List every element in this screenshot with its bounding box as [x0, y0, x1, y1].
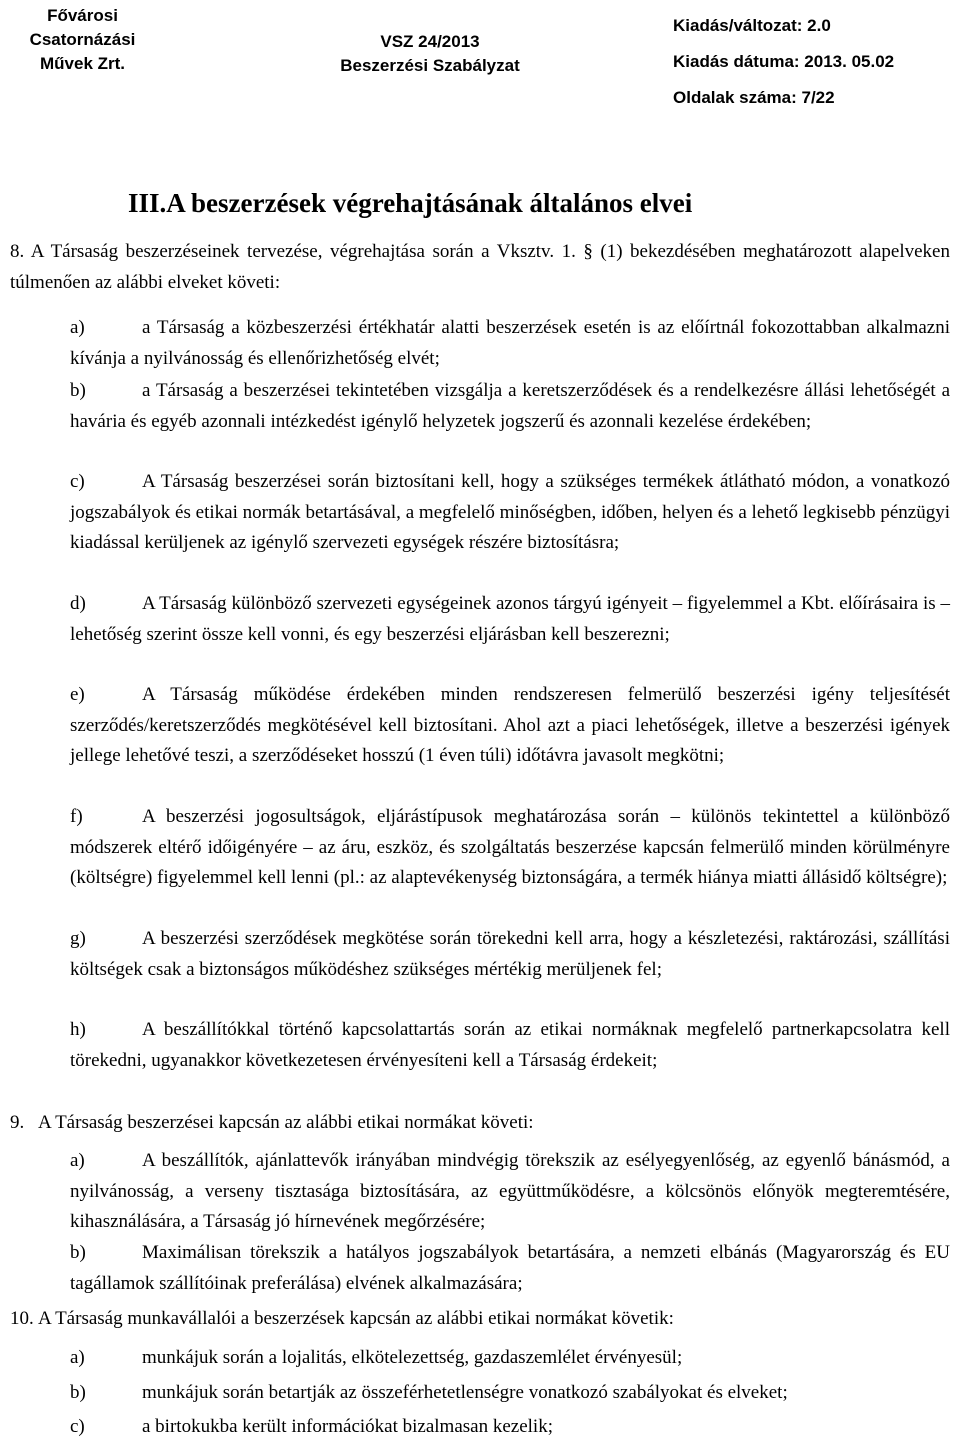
- doc-title: Beszerzési Szabályzat: [340, 56, 520, 75]
- item-label: a): [70, 1347, 85, 1368]
- item-text: A beszállítókkal történő kapcsolattartás során az etikai normáknak megfelelő partnerkapcsolatra kell törekedni, ugyanakkor következetesen érvényesíteni kell a Társaság érdekeit;: [70, 1019, 950, 1071]
- item-label: h): [70, 1019, 86, 1040]
- page-count: Oldalak száma: 7/22: [673, 88, 835, 107]
- item-label: a): [70, 1150, 85, 1171]
- item-text: munkájuk során a lojalitás, elkötelezettség, gazdaszemlélet érvényesül;: [142, 1347, 683, 1368]
- paragraph-text: A Társaság munkavállalói a beszerzések kapcsán az alábbi etikai normákat követik:: [38, 1308, 674, 1329]
- item-text: A beszerzési szerződések megkötése során törekedni kell arra, hogy a készletezési, raktározási, szállítási költségek csak a biztonságos működéshez szükséges mértékig merüljenek fel;: [70, 928, 950, 980]
- item-text: A Társaság különböző szervezeti egységeinek azonos tárgyú igényeit – figyelemmel a Kbt. előírásaira is – lehetőség szerint össze kell vonni, és egy beszerzési eljárásban kell beszerezni;: [70, 593, 950, 645]
- header-document: [300, 30, 560, 78]
- edition: Kiadás/változat: 2.0: [673, 16, 831, 35]
- list-item: [70, 680, 950, 772]
- list-item: [70, 589, 950, 650]
- header-edition-info: [673, 8, 894, 116]
- item-text: A beszállítók, ajánlattevők irányában mindvégig törekszik az esélyegyenlőség, az egyenlő bánásmód, a nyilvánosság, a verseny tisztasága biztosítására, az együttműködésre, a kölcsönös előnyök megteremtésére, kihasználására, a Társaság jó hírnevének megőrzésére;: [70, 1150, 950, 1232]
- item-label: f): [70, 806, 83, 827]
- list-item: [70, 1015, 950, 1076]
- item-text: a birtokukba került információkat bizalmasan kezelik;: [142, 1416, 553, 1437]
- item-label: a): [70, 317, 85, 338]
- list-item: [70, 1238, 950, 1299]
- item-label: d): [70, 593, 86, 614]
- item-label: c): [70, 471, 85, 492]
- org-line-2: Csatornázási: [29, 30, 136, 49]
- item-text: a Társaság a beszerzései tekintetében vizsgálja a keretszerződések és a rendelkezésre állási lehetőségét a havária és egyéb azonnali intézkedést igénylő helyzetek jogszerű és azonnali kezelése érdekében;: [70, 380, 950, 432]
- edition-date: Kiadás dátuma: 2013. 05.02: [673, 52, 895, 71]
- header-organization: [10, 4, 155, 76]
- list-item: [70, 467, 950, 559]
- item-label: b): [70, 1242, 86, 1263]
- list-item: [70, 802, 950, 894]
- list-item: [70, 1412, 950, 1443]
- list-item: [70, 376, 950, 437]
- list-item: [70, 1343, 950, 1374]
- paragraph-8-intro: 8. A Társaság beszerzéseinek tervezése, végrehajtása során a Vksztv. 1. § (1) bekezdésében meghatározott alapelveken túlmenően az alábbi elveket követi:: [10, 241, 950, 293]
- paragraph-number: 10.: [10, 1308, 34, 1329]
- item-label: b): [70, 1382, 86, 1403]
- item-text: A Társaság működése érdekében minden rendszeresen felmerülő beszerzési igény teljesítését szerződés/keretszerződés megkötésével kell biztosítani. Ahol azt a piaci lehetőségek, illetve a beszerzési igények jellege lehetővé teszi, a szerződéseket hosszú (1 éven túli) időtávra javasolt megkötni;: [70, 684, 950, 766]
- item-text: munkájuk során betartják az összeférhetetlenségre vonatkozó szabályokat és elveket;: [142, 1382, 788, 1403]
- list-item: [70, 1378, 950, 1409]
- list-item: [70, 313, 950, 374]
- item-text: A beszerzési jogosultságok, eljárástípusok meghatározása során – különös tekintettel a különböző módszerek eltérő időigényére – az áru, eszköz, és szolgáltatás beszerzése kapcsán felmerülő minden körülményre (költségre) figyelemmel kell lenni (pl.: az alaptevékenység biztonságára, a termék hiánya miatti állásidő költségre);: [70, 806, 950, 888]
- section-title: III.A beszerzések végrehajtásának általános elvei: [128, 188, 693, 218]
- org-line-1: Fővárosi: [47, 6, 118, 25]
- doc-code: VSZ 24/2013: [380, 32, 480, 51]
- paragraph-number: 9.: [10, 1112, 25, 1133]
- item-text: A Társaság beszerzései során biztosítani kell, hogy a szükséges termékek átlátható módon, a vonatkozó jogszabályok és etikai normák betartásával, a megfelelő minőségben, időben, helyen és a lehető legkisebb pénzügyi kiadással kerüljenek az igénylő szervezeti egységek részére biztosításra;: [70, 471, 950, 553]
- org-line-3: Művek Zrt.: [39, 54, 126, 73]
- paragraph-text: A Társaság beszerzései kapcsán az alábbi etikai normákat követi:: [38, 1112, 534, 1133]
- item-text: Maximálisan törekszik a hatályos jogszabályok betartására, a nemzeti elbánás (Magyarország és EU tagállamok szállítóinak preferálása) elvének alkalmazására;: [70, 1242, 950, 1294]
- list-item: [70, 924, 950, 985]
- paragraph-9-intro: [10, 1108, 534, 1138]
- paragraph-10-intro: [10, 1304, 674, 1334]
- item-label: e): [70, 684, 85, 705]
- item-text: a Társaság a közbeszerzési értékhatár alatti beszerzések esetén is az előírtnál fokozottabban alkalmazni kívánja a nyilvánosság és ellenőrizhetőség elvét;: [70, 317, 950, 369]
- item-label: g): [70, 928, 86, 949]
- item-label: b): [70, 380, 86, 401]
- item-label: c): [70, 1416, 85, 1437]
- list-item: [70, 1146, 950, 1238]
